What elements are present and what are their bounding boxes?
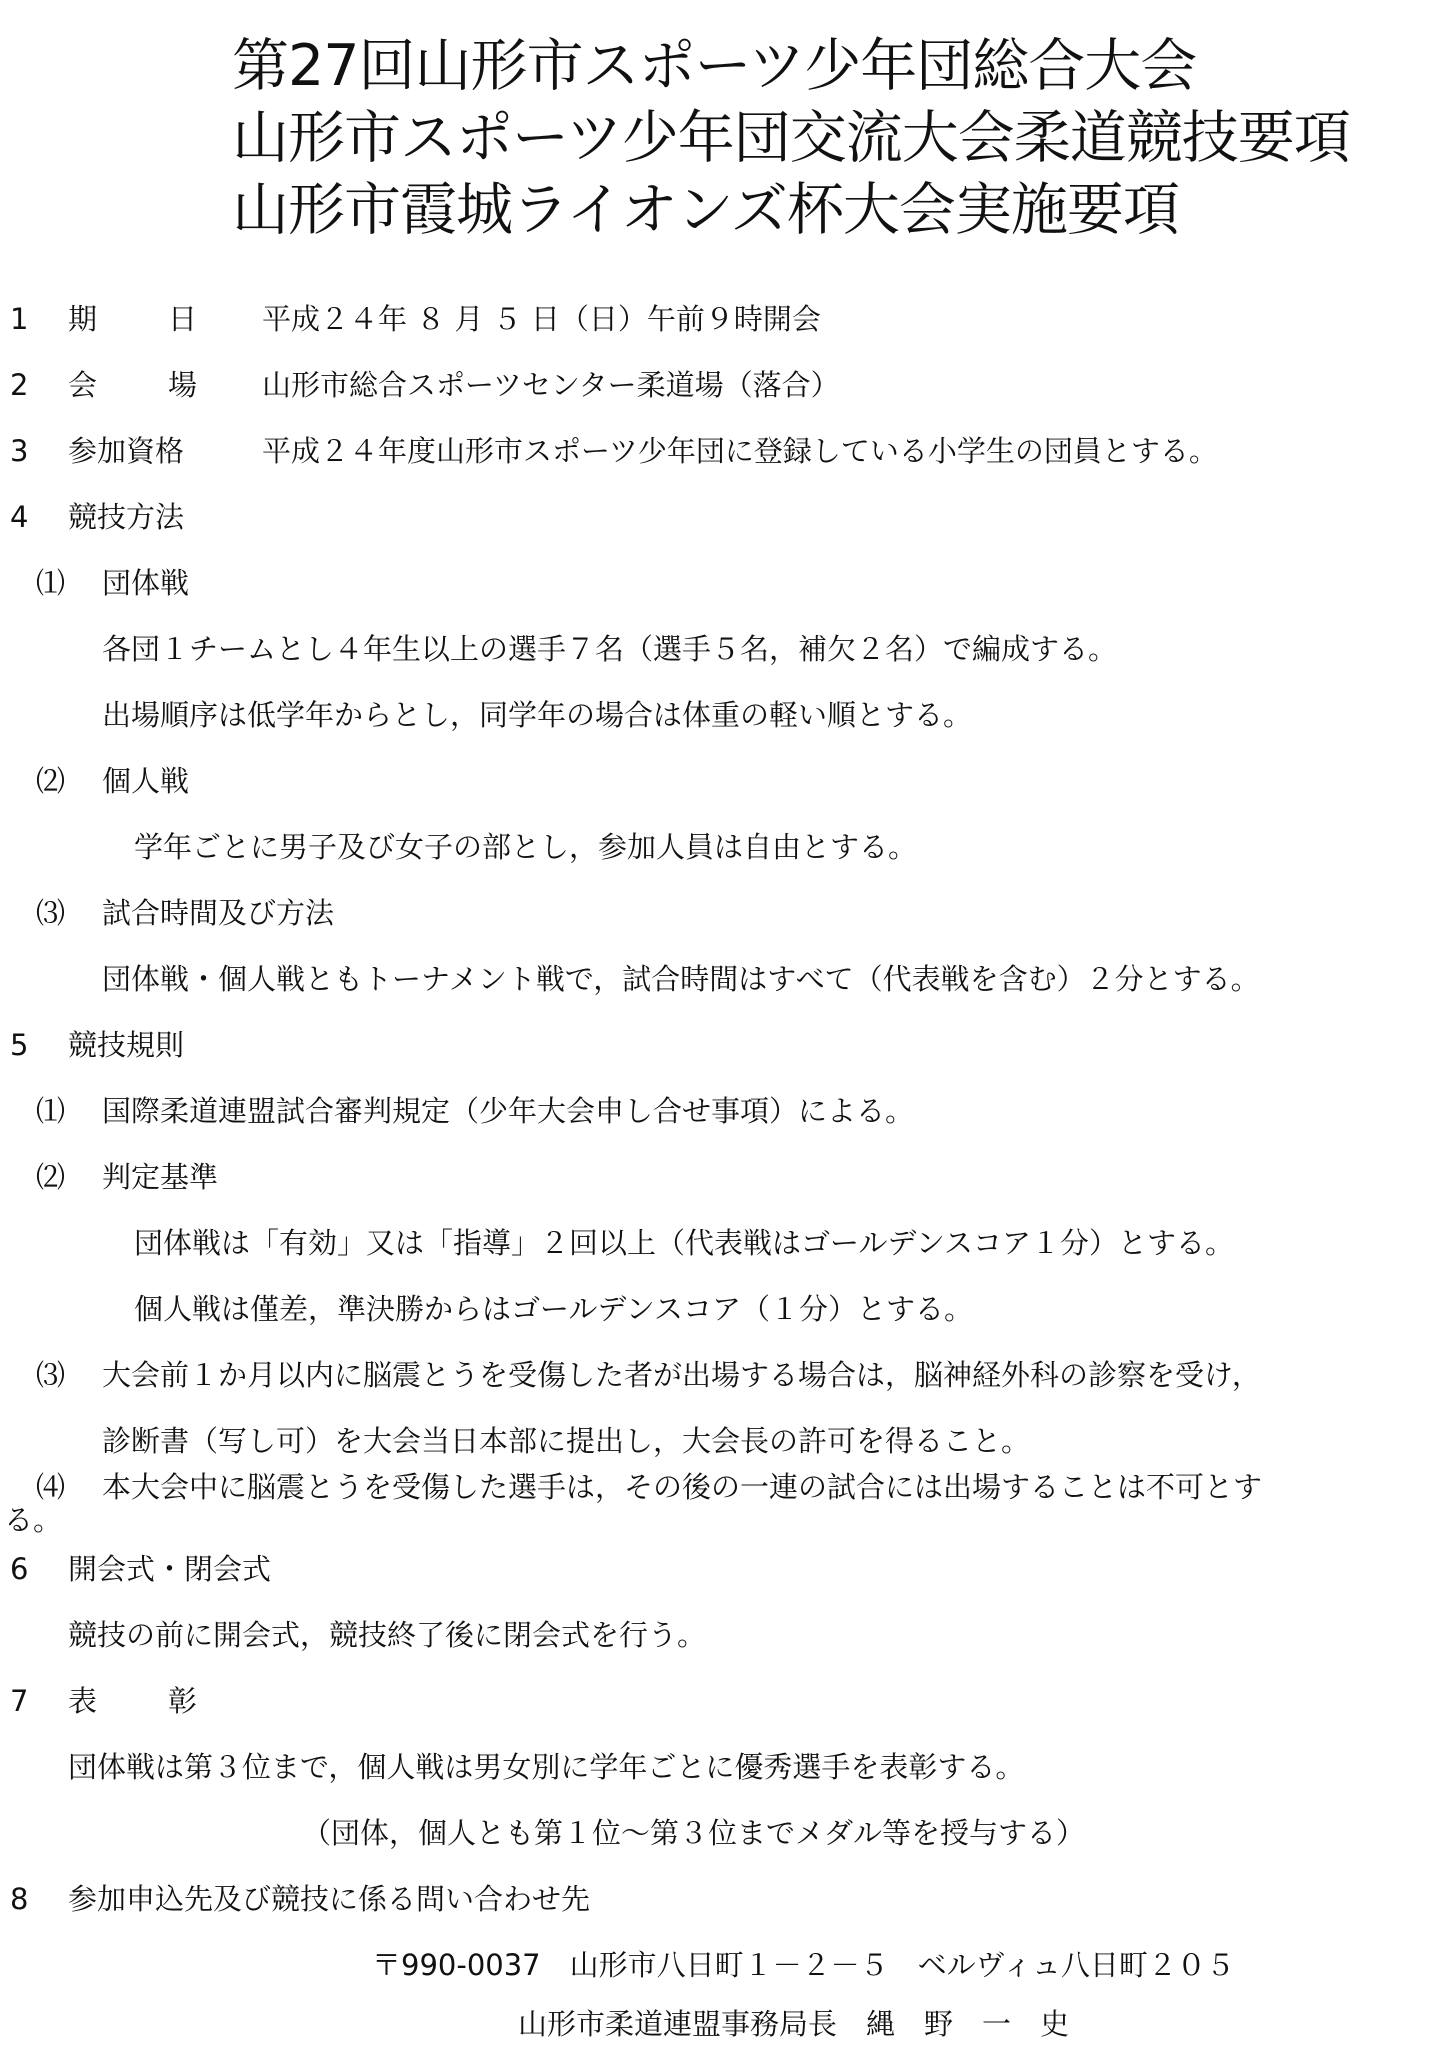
section-4-label: 競技方法: [68, 500, 185, 534]
section-1-label-a: 期: [68, 302, 98, 336]
section-3-label: 参加資格: [68, 434, 185, 468]
section-5-sub4-line2: る。: [4, 1503, 63, 1537]
section-4-sub2-number: ⑵: [36, 764, 66, 798]
section-1-label-b: 日: [168, 302, 198, 336]
section-5-sub3-line2: 診断書（写し可）を大会当日本部に提出し，大会長の許可を得ること。: [102, 1424, 1031, 1458]
section-5-sub4-line1: 本大会中に脳震とうを受傷した選手は，その後の一連の試合には出場することは不可とす: [102, 1470, 1263, 1504]
section-4-sub3-line1: 団体戦・個人戦ともトーナメント戦で，試合時間はすべて（代表戦を含む）２分とする。: [102, 962, 1260, 996]
section-3-number: 3: [10, 434, 29, 468]
section-4-sub3-number: ⑶: [36, 896, 66, 930]
section-5-sub2-line2: 個人戦は僅差，準決勝からはゴールデンスコア（１分）とする。: [134, 1292, 973, 1326]
section-4-sub1-line1: 各団１チームとし４年生以上の選手７名（選手５名，補欠２名）で編成する。: [102, 632, 1118, 666]
section-4-sub2-line1: 学年ごとに男子及び女子の部とし，参加人員は自由とする。: [134, 830, 918, 864]
section-5-sub2-line1: 団体戦は「有効」又は「指導」２回以上（代表戦はゴールデンスコア１分）とする。: [134, 1226, 1234, 1260]
section-5-sub4-number: ⑷: [36, 1470, 66, 1504]
title-line-1: 第27回山形市スポーツ少年団総合大会: [232, 33, 1197, 99]
section-4-sub2-label: 個人戦: [102, 764, 190, 798]
section-1: [10, 301, 28, 337]
section-4-sub3-label: 試合時間及び方法: [102, 896, 335, 930]
title-line-2: 山形市スポーツ少年団交流大会柔道競技要項: [232, 105, 1350, 171]
section-5-sub2-number: ⑵: [36, 1160, 66, 1194]
section-5-sub1-text: 国際柔道連盟試合審判規定（少年大会申し合せ事項）による。: [102, 1094, 915, 1128]
section-7-label-a: 表: [68, 1684, 98, 1718]
section-5-sub1-number: ⑴: [36, 1094, 66, 1128]
section-5-number: 5: [10, 1028, 29, 1062]
section-6-label: 開会式・閉会式: [68, 1552, 272, 1586]
section-8-label: 参加申込先及び競技に係る問い合わせ先: [68, 1882, 591, 1916]
section-3-text: 平成２４年度山形市スポーツ少年団に登録している小学生の団員とする。: [262, 434, 1218, 468]
section-6-number: 6: [10, 1552, 29, 1586]
section-8-number: 8: [10, 1882, 29, 1916]
section-7-line1: 団体戦は第３位まで，個人戦は男女別に学年ごとに優秀選手を表彰する。: [68, 1750, 1025, 1784]
section-2-label-a: 会: [68, 368, 98, 402]
section-2-number: 2: [10, 368, 29, 402]
section-7-number: 7: [10, 1684, 29, 1718]
section-7-label-b: 彰: [168, 1684, 198, 1718]
section-7-line2: （団体，個人とも第１位～第３位までメダル等を授与する）: [302, 1816, 1086, 1850]
section-5-label: 競技規則: [68, 1028, 185, 1062]
section-4-number: 4: [10, 500, 29, 534]
section-6-text: 競技の前に開会式，競技終了後に閉会式を行う。: [68, 1618, 707, 1652]
section-number: 1: [10, 302, 29, 336]
section-1-text: 平成２４年 ８ 月 ５ 日（日）午前９時開会: [262, 302, 821, 336]
section-2-label-b: 場: [168, 368, 198, 402]
title-line-3: 山形市霞城ライオンズ杯大会実施要項: [232, 177, 1179, 243]
section-4-sub1-label: 団体戦: [102, 566, 190, 600]
section-4-sub1-number: ⑴: [36, 566, 66, 600]
section-4-sub1-line2: 出場順序は低学年からとし，同学年の場合は体重の軽い順とする。: [102, 698, 973, 732]
section-8-contact: 山形市柔道連盟事務局長 縄 野 一 史: [518, 2007, 1070, 2041]
document-title: [232, 30, 1350, 246]
section-8-address: 〒990-0037 山形市八日町１－２－５ ベルヴィュ八日町２０５: [372, 1948, 1235, 1982]
section-5-sub2-label: 判定基準: [102, 1160, 219, 1194]
section-5-sub3-number: ⑶: [36, 1358, 66, 1392]
section-2-text: 山形市総合スポーツセンター柔道場（落合）: [262, 368, 840, 402]
section-5-sub3-line1: 大会前１か月以内に脳震とうを受傷した者が出場する場合は，脳神経外科の診察を受け，: [102, 1358, 1261, 1392]
